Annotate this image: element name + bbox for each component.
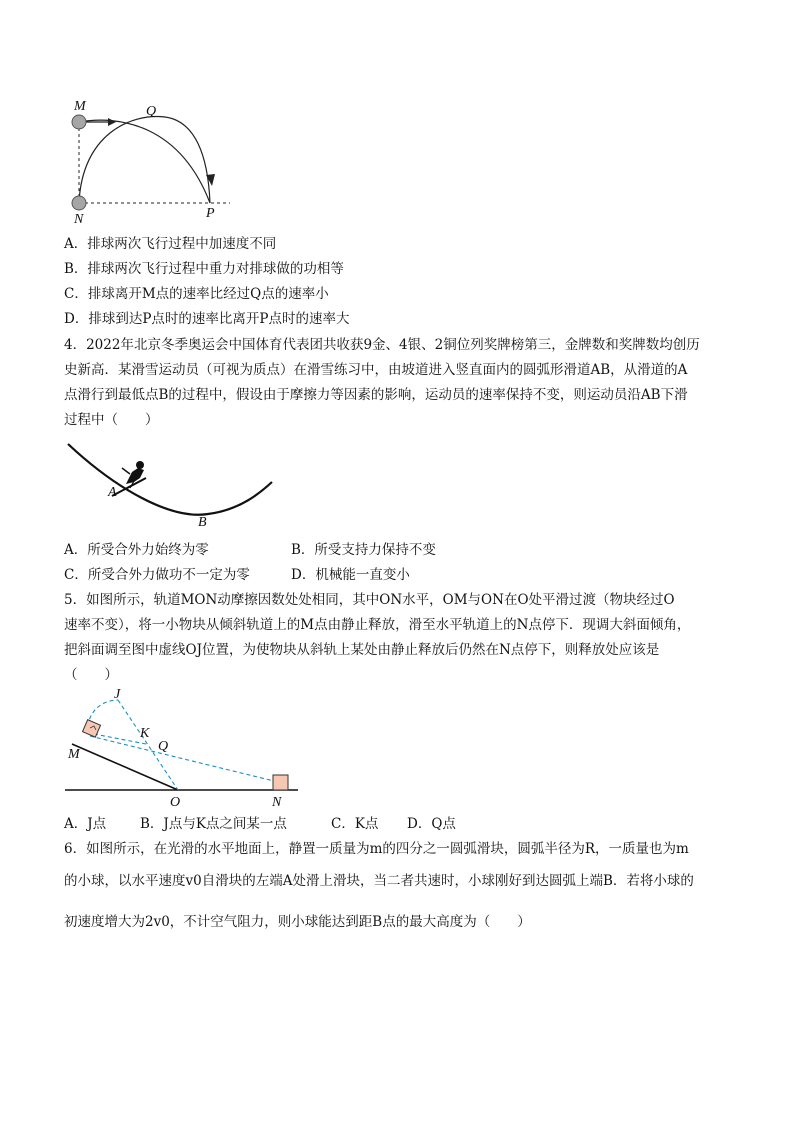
label-k: K — [140, 726, 150, 741]
q5-option-c: C．K点 — [331, 816, 379, 832]
dashed-to-k — [94, 734, 146, 744]
label-m: M — [74, 99, 86, 114]
label-m: M — [68, 747, 80, 762]
label-o: O — [170, 795, 181, 810]
incline-track-figure — [60, 684, 310, 812]
label-b: B — [198, 515, 207, 530]
label-j: J — [114, 687, 121, 702]
trajectory-n-to-p — [79, 117, 210, 203]
q4-line-3: 点滑行到最低点B的过程中，假设由于摩擦力等因素的影响，运动员的速率保持不变，则运动员沿AB下滑 — [64, 387, 688, 403]
ski-slope-figure — [60, 438, 290, 538]
block-at-n — [273, 775, 288, 790]
q4-option-c: C．所受合外力做功不一定为零 — [64, 567, 250, 583]
q5-line-1: 5．如图所示，轨道MON动摩擦因数处处相同，其中ON水平，OM与ON在O处平滑过渡（物块经过O — [64, 592, 675, 608]
q3-option-b: B．排球两次飞行过程中重力对排球做的功相等 — [64, 261, 344, 277]
circular-track — [68, 444, 272, 515]
q6-line-3: 初速度增大为2v0，不计空气阻力，则小球能达到距B点的最大高度为（ ） — [64, 914, 531, 930]
q5-option-d: D．Q点 — [407, 816, 456, 832]
q5-option-b: B．J点与K点之间某一点 — [140, 816, 287, 832]
label-n: N — [74, 212, 84, 227]
volleyball-figure — [60, 95, 240, 230]
label-n: N — [272, 795, 282, 810]
label-q: Q — [158, 739, 169, 754]
q5-line-3: 把斜面调至图中虚线OJ位置，为使物块从斜轨上某处由静止释放后仍然在N点停下，则释放处应该是 — [64, 642, 660, 658]
q4-line-2: 史新高．某滑雪运动员（可视为质点）在滑雪练习中，由坡道进入竖直面内的圆弧形滑道AB，从滑道的A — [64, 362, 688, 378]
q3-option-d: D．排球到达P点时的速率比离开P点时的速率大 — [64, 311, 350, 327]
label-a: A — [108, 485, 117, 500]
q3-option-c: C．排球离开M点的速率比经过Q点的速率小 — [64, 286, 329, 302]
q4-option-a: A．所受合外力始终为零 — [64, 542, 209, 558]
arrow-right-icon — [108, 118, 116, 126]
arrow-up-icon — [206, 174, 215, 186]
q5-line-4: （ ） — [64, 667, 118, 683]
trajectory-m-to-p — [79, 120, 210, 203]
q5-option-a: A．J点 — [64, 816, 107, 832]
q5-line-2: 速率不变），将一小物块从倾斜轨道上的M点由静止释放，滑至水平轨道上的N点停下．现调大斜面倾角， — [64, 617, 691, 633]
dashed-m-to-n — [90, 736, 278, 782]
label-q: Q — [146, 104, 157, 119]
q6-line-2: 的小球，以水平速度v0自滑块的左端A处滑上滑块，当二者共速时，小球刚好到达圆弧上端B．若将小球的 — [64, 873, 694, 889]
q6-line-1: 6．如图所示，在光滑的水平地面上，静置一质量为m的四分之一圆弧滑块，圆弧半径为R，一质量也为m — [64, 841, 689, 857]
q4-option-b: B．所受支持力保持不变 — [291, 542, 436, 558]
q3-option-a: A．排球两次飞行过程中加速度不同 — [64, 236, 277, 252]
ball-m — [72, 115, 86, 129]
label-p: P — [206, 206, 215, 221]
ball-n — [72, 196, 86, 210]
q4-line-1: 4．2022年北京冬季奥运会中国体育代表团共收获9金、4银、2铜位列奖牌榜第三，金牌数和奖牌数均创历 — [64, 337, 700, 353]
q4-line-4: 过程中（ ） — [64, 412, 159, 428]
q4-option-d: D．机械能一直变小 — [291, 567, 410, 583]
